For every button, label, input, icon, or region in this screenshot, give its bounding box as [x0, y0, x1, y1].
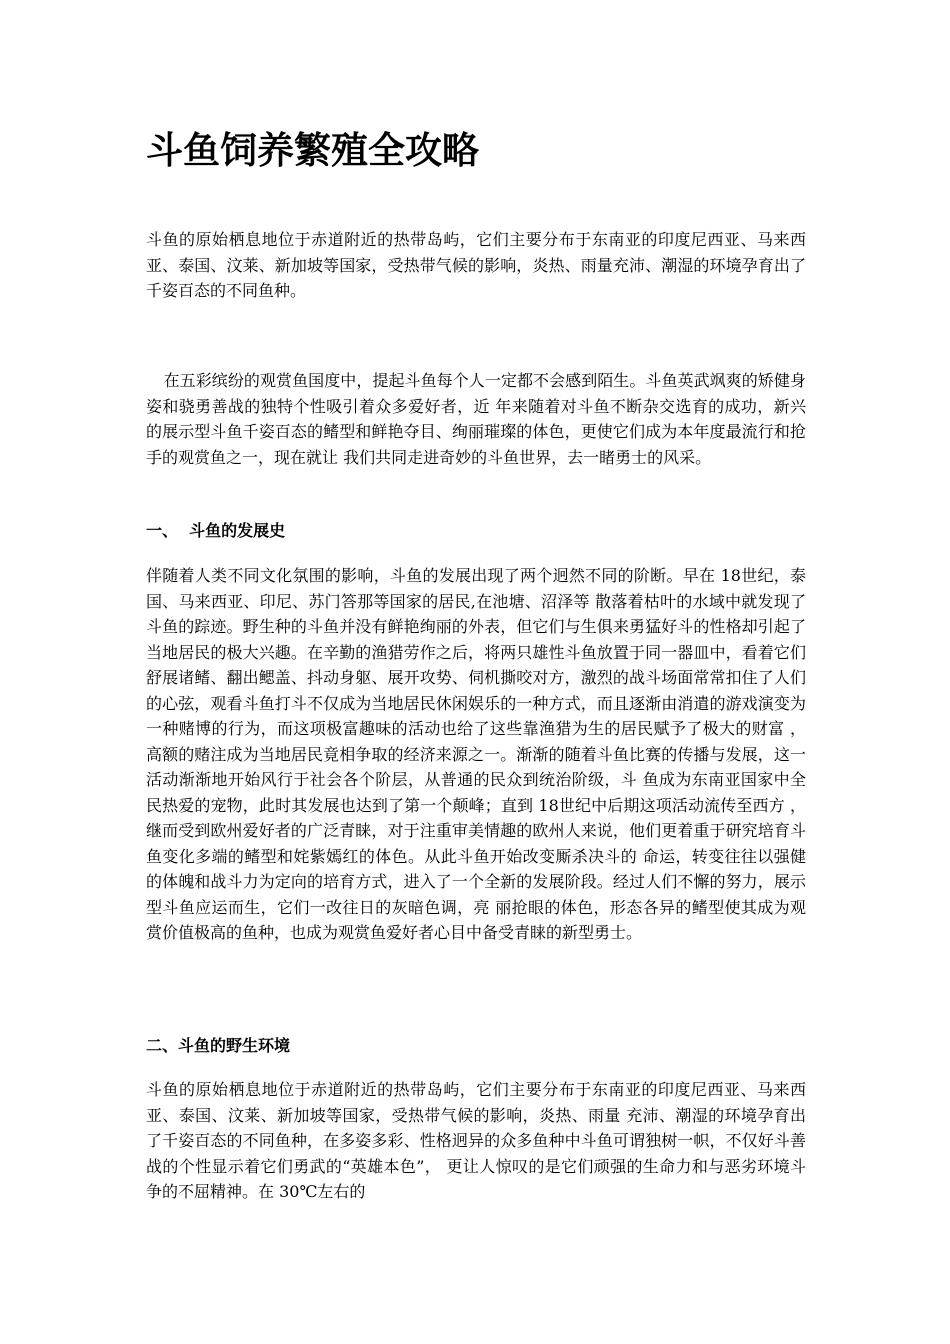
intro-paragraph: 斗鱼的原始栖息地位于赤道附近的热带岛屿，它们主要分布于东南亚的印度尼西亚、马来西亚、泰国、汶莱、新加坡等国家，受热带气候的影响，炎热、雨量充沛、潮湿的环境孕育出了千姿百态的不同鱼种。 — [146, 230, 806, 300]
history-paragraph: 伴随着人类不同文化氛围的影响，斗鱼的发展出现了两个迥然不同的阶断。早在 18世纪，泰国、马来西亚、印尼、苏门答那等国家的居民,在池塘、沼泽等 散落着枯叶的水域中就发现了斗鱼的踪迹。野生种的斗鱼并没有鲜艳绚丽的外表，但它们与生俱来勇猛好斗的性格却引起了当地居民的极大兴趣。在辛勤的渔猎劳作之后，将两只雄性斗鱼放置于同一器皿中，看着它们舒展诸鳍、翻出鳃盖、抖动身躯、展开攻势、伺机撕咬对方，激烈的战斗场面常常扣住了人们的心弦，观看斗鱼打斗不仅成为当地居民休闲娱乐的一种方式，而且逐渐由消遣的游戏演变为一种赌博的行为，而这项极富趣味的活动也给了这些靠渔猎为生的居民赋予了极大的财富 ，高额的赌注成为当地居民竟相争取的经济来源之一。渐渐的随着斗鱼比赛的传播与发展，这一活动渐渐地开始风行于社会各个阶层，从普通的民众到统治阶级，斗 鱼成为东南亚国家中全民热爱的宠物，此时其发展也达到了第一个颠峰；直到 18世纪中后期这项活动流传至西方 ，继而受到欧州爱好者的广泛青睐，对于注重审美情趣的欧州人来说，他们更着重于研究培育斗鱼变化多端的鳍型和姹紫嫣红的体色。从此斗鱼开始改变厮杀决斗的 命运，转变往往以强健的体魄和战斗力为定向的培育方式，进入了一个全新的发展阶段。经过人们不懈的努力，展示型斗鱼应运而生，它们一改往日的灰暗色调，亮 丽抢眼的体色，形态各异的鳍型使其成为观赏价值极高的鱼种，也成为观赏鱼爱好者心目中备受青睐的新型勇士。 — [146, 566, 806, 942]
section-heading-history: 一、 斗鱼的发展史 — [146, 521, 286, 540]
document-title: 斗鱼饲养繁殖全攻略 — [146, 128, 479, 172]
preface-paragraph: 在五彩缤纷的观赏鱼国度中，提起斗鱼每个人一定都不会感到陌生。斗鱼英武飒爽的矫健身姿和骁勇善战的独特个性吸引着众多爱好者，近 年来随着对斗鱼不断杂交选育的成功，新兴的展示型斗鱼千姿百态的鳍型和鲜艳夺目、绚丽璀璨的体色，更使它们成为本年度最流行和抢手的观赏鱼之一，现在就让 我们共同走进奇妙的斗鱼世界，去一睹勇士的风采。 — [146, 371, 806, 467]
wild-environment-paragraph: 斗鱼的原始栖息地位于赤道附近的热带岛屿，它们主要分布于东南亚的印度尼西亚、马来西亚、泰国、汶莱、新加坡等国家，受热带气候的影响，炎热、雨量 充沛、潮湿的环境孕育出了千姿百态的不同鱼种，在多姿多彩、性格迥异的众多鱼种中斗鱼可谓独树一帜，不仅好斗善战的个性显示着它们勇武的“英雄本色”， 更让人惊叹的是它们顽强的生命力和与恶劣环境斗争的不屈精神。在 30℃左右的 — [146, 1080, 806, 1201]
section-heading-wild-environment: 二、斗鱼的野生环境 — [146, 1036, 291, 1055]
